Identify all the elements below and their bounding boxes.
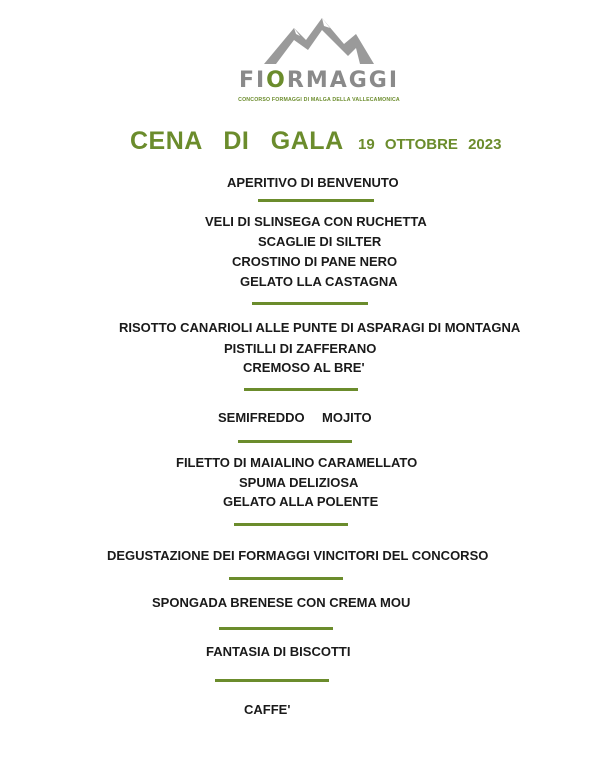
fiormaggi-logo (236, 18, 402, 110)
menu-semifreddo: SEMIFREDDO (218, 410, 305, 425)
menu-primo-1: RISOTTO CANARIOLI ALLE PUNTE DI ASPARAGI DI MONTAGNA (119, 320, 521, 335)
menu-dolce: SPONGADA BRENESE CON CREMA MOU (152, 595, 411, 610)
divider (238, 440, 352, 443)
menu-secondo-3: GELATO ALLA POLENTE (223, 494, 379, 509)
menu-primo-3: CREMOSO AL BRE' (243, 360, 365, 375)
logo-tagline: CONCORSO FORMAGGI DI MALGA DELLA VALLECAMONICA (238, 97, 400, 103)
divider (219, 627, 333, 630)
menu-antipasto-1: VELI DI SLINSEGA CON RUCHETTA (205, 214, 427, 229)
divider (229, 577, 343, 580)
menu-antipasto-4: GELATO LLA CASTAGNA (240, 274, 398, 289)
menu-primo-2: PISTILLI DI ZAFFERANO (224, 341, 377, 356)
menu-mojito: MOJITO (322, 410, 372, 425)
menu-biscotti: FANTASIA DI BISCOTTI (206, 644, 351, 659)
logo-brand: FIORMAGGI (238, 68, 400, 93)
divider (244, 388, 358, 391)
menu-secondo-2: SPUMA DELIZIOSA (239, 475, 359, 490)
menu-aperitivo: APERITIVO DI BENVENUTO (227, 175, 399, 190)
menu-formaggi: DEGUSTAZIONE DEI FORMAGGI VINCITORI DEL CONCORSO (107, 548, 489, 563)
menu-caffe: CAFFE' (244, 702, 291, 717)
page-title: CENA DI GALA (130, 127, 344, 155)
divider (234, 523, 348, 526)
divider (215, 679, 329, 682)
menu-antipasto-2: SCAGLIE DI SILTER (258, 234, 382, 249)
menu-secondo-1: FILETTO DI MAIALINO CARAMELLATO (176, 455, 418, 470)
divider (258, 199, 374, 202)
event-date: 19 OTTOBRE 2023 (358, 136, 502, 153)
mountains-icon (264, 18, 374, 68)
menu-antipasto-3: CROSTINO DI PANE NERO (232, 254, 398, 269)
divider (252, 302, 368, 305)
